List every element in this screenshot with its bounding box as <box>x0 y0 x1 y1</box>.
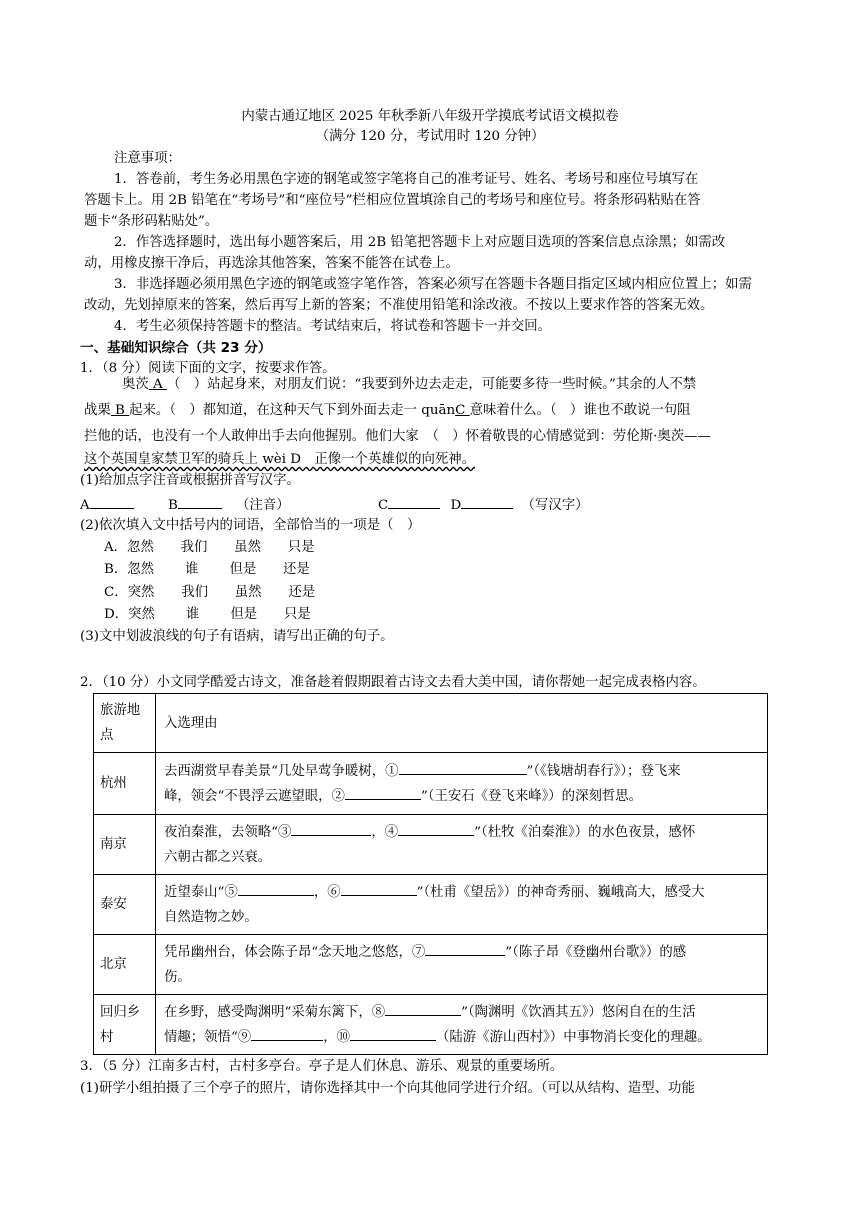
notice-line: 2．作答选择题时，选出每小题答案后，用 2B 铅笔把答题卡上对应题目选项的答案信息点涂黑；如需改 <box>114 235 726 250</box>
poem-blank-4[interactable] <box>398 822 474 836</box>
poem-blank-7[interactable] <box>425 942 505 956</box>
q1-sub1-answer-row-2 <box>378 495 588 515</box>
notice-line: 动，用橡皮擦干净后，再选涂其他答案，答案不能答在试卷上。 <box>84 256 459 271</box>
answer-blank-b[interactable] <box>178 495 222 509</box>
city-cell: 泰安 <box>94 875 156 935</box>
answer-blank-c[interactable] <box>388 495 440 509</box>
table-row <box>94 935 768 995</box>
reason-cell: 夜泊秦淮，去领略“③ ，④ ”（杜牧《泊秦淮》）的水色夜景，感怀 六朝古都之兴衰。 <box>156 815 768 875</box>
note-pinyin: （注音） <box>236 498 290 513</box>
passage-text: （ ）站起身来，对朋友们说：“我要到外边去走走，可能要多待一些时候。”其余的人不禁 <box>166 377 697 392</box>
label-d: D <box>450 498 462 513</box>
question-3-stem: 3．（5 分）江南多古村，古村多亭台。亭子是人们休息、游乐、观景的重要场所。 <box>80 1059 564 1074</box>
blank-b: B <box>110 403 130 418</box>
q1-sub3: (3)文中划波浪线的句子有语病，请写出正确的句子。 <box>80 629 394 644</box>
poem-blank-10[interactable] <box>350 1027 436 1041</box>
passage-line-3: 拦他的话，也没有一个人敢伸出手去向他握别。他们大家 （ ）怀着敬畏的心情感觉到：劳伦斯·奥茨—— <box>84 429 711 444</box>
poem-blank-1[interactable] <box>399 761 527 775</box>
q1-sub2: (2)依次填入文中括号内的词语，全部恰当的一项是（ ） <box>80 518 421 533</box>
wavy-sentence: 这个英国皇家禁卫军的骑兵上 wèi D 正像一个英雄似的向死神。 <box>84 452 476 467</box>
notice-heading: 注意事项： <box>114 151 181 166</box>
question-1-stem: 1．（8 分）阅读下面的文字，按要求作答。 <box>80 361 336 376</box>
reason-cell: 凭吊幽州台，体会陈子昂“念天地之悠悠，⑦ ”（陈子昂《登幽州台歌》）的感 伤。 <box>156 935 768 995</box>
option-d[interactable]: D．突然 谁 但是 只是 <box>104 607 311 622</box>
table-row <box>94 995 768 1055</box>
section-heading: 一、基础知识综合（共 23 分） <box>80 340 272 356</box>
answer-blank-a[interactable] <box>90 495 134 509</box>
notice-line: 改动，先划掉原来的答案，然后再写上新的答案；不准使用铅笔和涂改液。不按以上要求作答的答案无效。 <box>84 298 714 313</box>
blank-a: A <box>148 377 167 392</box>
blank-c: C <box>455 403 470 418</box>
table-row <box>94 753 768 815</box>
pinyin-c: quān <box>417 403 456 418</box>
reason-cell: 去西湖赏早春美景“几处早莺争暖树，① ”（《钱塘胡春行》）；登飞来 峰，领会“不畏浮云遮望眼，② ”（王安石《登飞来峰》）的深刻哲思。 <box>156 753 768 815</box>
reason-cell: 近望泰山“⑤ ，⑥ ”（杜甫《望岳》）的神奇秀丽、巍峨高大，感受大 自然造物之妙。 <box>156 875 768 935</box>
poem-blank-9[interactable] <box>251 1027 323 1041</box>
poem-blank-3[interactable] <box>291 822 371 836</box>
city-cell: 杭州 <box>94 753 156 815</box>
answer-blank-d[interactable] <box>461 495 513 509</box>
q1-sub1-answer-row <box>80 495 290 515</box>
option-c[interactable]: C．突然 我们 虽然 还是 <box>104 585 316 600</box>
option-b[interactable]: B．忽然 谁 但是 还是 <box>104 562 310 577</box>
passage-line-2 <box>84 398 691 424</box>
table-row <box>94 875 768 935</box>
city-cell: 回归乡 村 <box>94 995 156 1055</box>
option-a[interactable]: A．忽然 我们 虽然 只是 <box>104 540 315 555</box>
passage-text: 意味着什么。（ ）谁也不敢说一句阻 <box>469 403 691 418</box>
passage-line-1 <box>122 372 696 398</box>
exam-subtitle: （满分 120 分，考试用时 120 分钟） <box>315 129 545 144</box>
poem-blank-2[interactable] <box>345 786 421 800</box>
header-city: 旅游地 点 <box>94 694 156 753</box>
notice-line: 3．非选择题必须用黑色字迹的钢笔或签字笔作答，答案必须写在答题卡各题目指定区域内相应位置上；如需 <box>114 277 752 292</box>
city-cell: 南京 <box>94 815 156 875</box>
poem-blank-8[interactable] <box>385 1002 461 1016</box>
header-reason: 入选理由 <box>156 694 768 753</box>
q3-sub1: (1)研学小组拍摄了三个亭子的照片，请你选择其中一个向其他同学进行介绍。（可以从结构、造型、功能 <box>80 1081 695 1096</box>
notice-line: 题卡“条形码粘贴处”。 <box>84 214 219 229</box>
poem-blank-6[interactable] <box>341 882 417 896</box>
notice-line: 4．考生必须保持答题卡的整洁。考试结束后，将试卷和答题卡一并交回。 <box>114 319 552 334</box>
travel-table <box>93 693 768 1055</box>
passage-line-4-wavy <box>84 447 475 473</box>
question-2-stem: 2．（10 分）小文同学酷爱古诗文，准备趁着假期跟着古诗文去看大美中国，请你帮她一起完成表格内容。 <box>80 675 706 690</box>
label-a: A <box>80 498 90 513</box>
notice-line: 1．答卷前，考生务必用黑色字迹的钢笔或签字笔将自己的准考证号、姓名、考场号和座位号填写在 <box>114 172 699 187</box>
reason-cell: 在乡野，感受陶渊明“采菊东篱下，⑧ ”（陶渊明《饮酒其五》）悠闲自在的生活 情趣；领悟“⑨ ，⑩ （陆游《游山西村》）中事物消长变化的理趣。 <box>156 995 768 1055</box>
passage-text: 起来。（ ）都知道，在这种天气下到外面去走一 <box>129 403 418 418</box>
label-b: B <box>167 498 178 513</box>
exam-title: 内蒙古通辽地区 2025 年秋季新八年级开学摸底考试语文模拟卷 <box>241 109 619 124</box>
poem-blank-5[interactable] <box>238 882 314 896</box>
note-hanzi: （写汉字） <box>521 498 589 513</box>
table-row <box>94 815 768 875</box>
city-cell: 北京 <box>94 935 156 995</box>
notice-line: 答题卡上。用 2B 铅笔在“考场号”和“座位号”栏相应位置填涂自己的考场号和座位号。将条形码粘贴在答 <box>84 193 701 208</box>
label-c: C <box>378 498 389 513</box>
passage-text: 奥茨 <box>122 377 149 392</box>
table-header-row <box>94 694 768 753</box>
q1-sub1: (1)给加点字注音或根据拼音写汉字。 <box>80 473 300 488</box>
passage-text: 战栗 <box>84 403 111 418</box>
